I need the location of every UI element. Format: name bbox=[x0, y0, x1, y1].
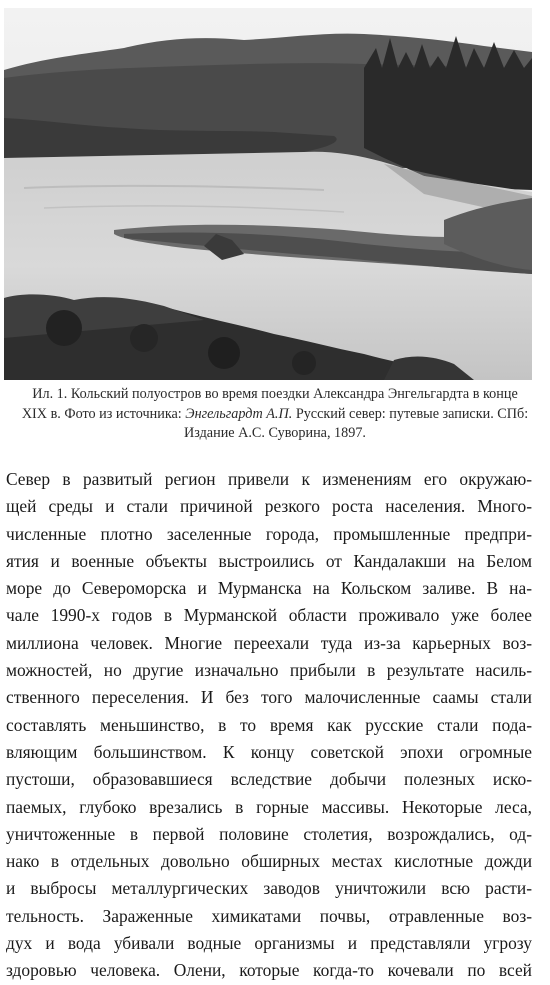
text-line: Север в развитый регион привели к изменениям его окружаю- bbox=[6, 469, 532, 489]
text-line: море до Североморска и Мурманска на Кольском заливе. В на- bbox=[6, 578, 532, 599]
text-line: и выбросы металлургических заводов уничтожили всю расти- bbox=[6, 878, 532, 899]
text-line: щей среды и стали причиной резкого роста населения. Много- bbox=[6, 496, 532, 517]
text-line: составлять меньшинство, в то время как русские стали пода- bbox=[6, 714, 532, 735]
text-line: ятия и военные объекты выстроились от Кандалакши на Белом bbox=[6, 550, 532, 571]
text-line: дух и вода убивали водные организмы и представляли угрозу bbox=[6, 933, 532, 954]
river-landscape-image bbox=[4, 8, 532, 380]
text-line: чале 1990-х годов в Мурманской области проживало уже более bbox=[6, 605, 532, 626]
text-line: паемых, глубоко врезались в горные массивы. Некоторые леса, bbox=[6, 796, 532, 817]
figure-caption bbox=[18, 385, 532, 444]
text-line: миллиона человек. Многие переехали туда из-за карьерных воз- bbox=[6, 632, 532, 653]
text-line: пустоши, образовавшиеся вследствие добычи полезных иско- bbox=[6, 769, 532, 790]
text-line: можностей, но другие изначально прибыли в результате насиль- bbox=[6, 660, 532, 681]
text-line: вляющим большинством. К концу советской эпохи огромные bbox=[6, 741, 532, 762]
caption-text: Ил. 1. Кольский полуостров во время поездки Александра Энгельгардта в конце XIX в. Фото из источника: bbox=[21, 386, 518, 422]
text-line: уничтоженные в первой половине столетия, возрождались, од- bbox=[6, 823, 532, 844]
historical-photograph bbox=[4, 8, 532, 380]
caption-source-author: Энгельгардт А.П. bbox=[185, 405, 293, 422]
text-line: здоровью человека. Олени, которые когда-то кочевали по всей bbox=[6, 960, 532, 981]
body-text bbox=[6, 466, 532, 985]
caption-source-title: Русский север: путевые записки. СПб: Издание А.С. Суворина, 1897. bbox=[184, 405, 529, 441]
text-line: тельность. Зараженные химикатами почвы, отравленные воз- bbox=[6, 905, 532, 926]
text-line: нако в отдельных довольно обширных местах кислотные дожди bbox=[6, 851, 532, 872]
text-line: ственного переселения. И без того малочисленные саамы стали bbox=[6, 687, 532, 708]
text-line: численные плотно заселенные города, промышленные предпри- bbox=[6, 523, 532, 544]
